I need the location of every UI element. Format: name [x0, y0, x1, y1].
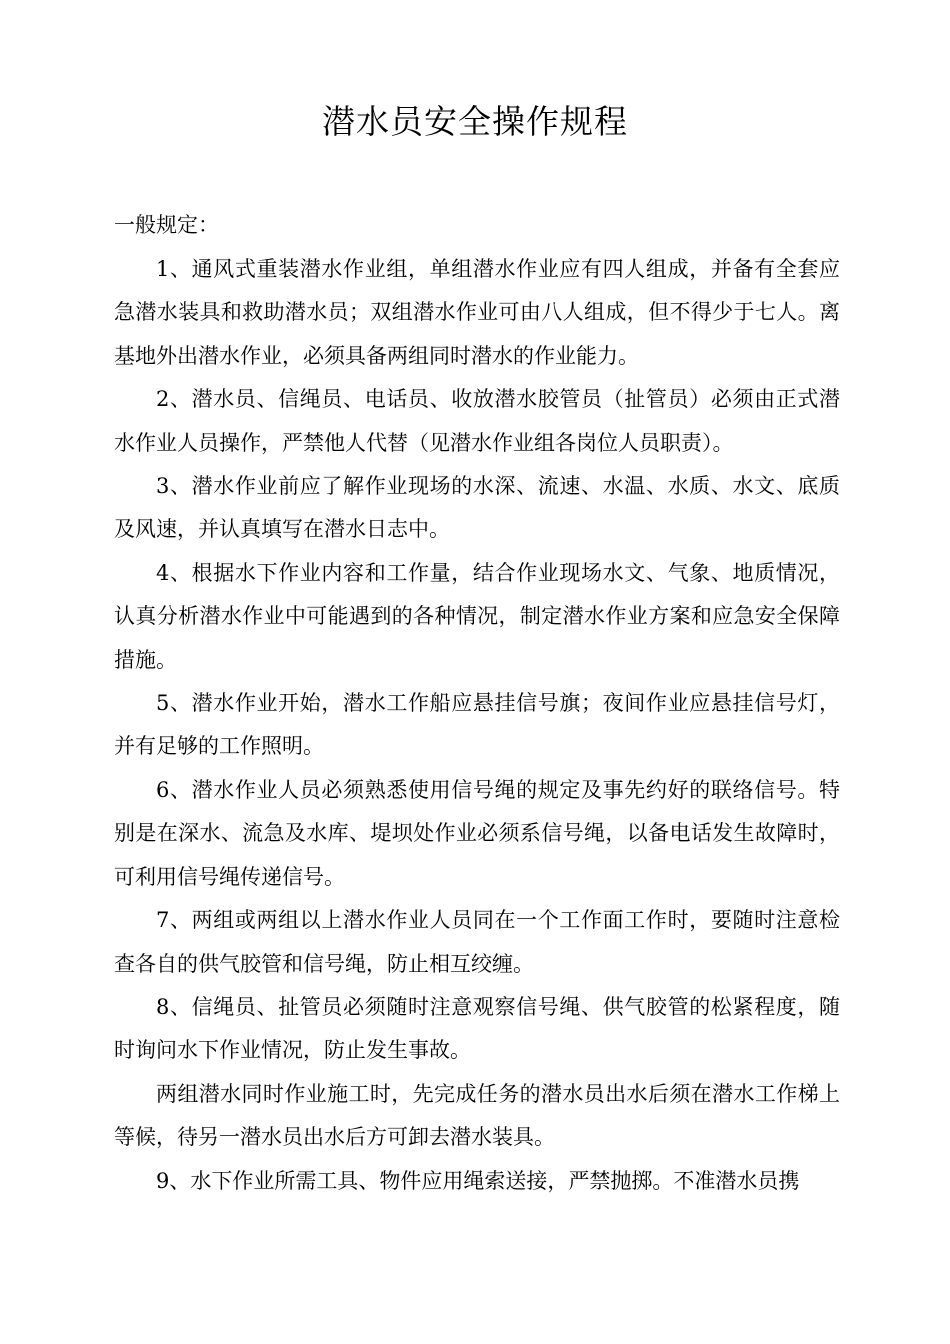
paragraph-5: 5、潜水作业开始，潜水工作船应悬挂信号旗；夜间作业应悬挂信号灯，并有足够的工作照明。: [114, 691, 840, 759]
paragraph-7: 7、两组或两组以上潜水作业人员同在一个工作面工作时，要随时注意检查各自的供气胶管和信号绳，防止相互绞缠。: [114, 908, 840, 976]
paragraph-4: 4、根据水下作业内容和工作量，结合作业现场水文、气象、地质情况，认真分析潜水作业中可能遇到的各种情况，制定潜水作业方案和应急安全保障措施。: [114, 560, 840, 672]
paragraph-9: 9、水下作业所需工具、物件应用绳索送接，严禁抛掷。不准潜水员携: [156, 1168, 800, 1193]
paragraph-3: 3、潜水作业前应了解作业现场的水深、流速、水温、水质、水文、底质及风速，并认真填写在潜水日志中。: [114, 474, 840, 542]
paragraph-6: 6、潜水作业人员必须熟悉使用信号绳的规定及事先约好的联络信号。特别是在深水、流急及水库、堤坝处作业必须系信号绳，以备电话发生故障时，可利用信号绳传递信号。: [114, 777, 840, 889]
section-heading: 一般规定：: [114, 213, 219, 237]
paragraph-1: 1、通风式重装潜水作业组，单组潜水作业应有四人组成，并备有全套应急潜水装具和救助潜水员；双组潜水作业可由八人组成，但不得少于七人。离基地外出潜水作业，必须具备两组同时潜水的作业能力。: [114, 257, 840, 368]
document-title: 潜水员安全操作规程: [322, 102, 628, 141]
paragraph-8: 8、信绳员、扯管员必须随时注意观察信号绳、供气胶管的松紧程度，随时询问水下作业情况，防止发生事故。: [114, 994, 840, 1063]
body-text: [114, 248, 840, 1203]
paragraph-2: 2、潜水员、信绳员、电话员、收放潜水胶管员（扯管员）必须由正式潜水作业人员操作，严禁他人代替（见潜水作业组各岗位人员职责）。: [114, 387, 840, 455]
paragraph-8-note: 两组潜水同时作业施工时，先完成任务的潜水员出水后须在潜水工作梯上等候，待另一潜水员出水后方可卸去潜水装具。: [114, 1081, 840, 1150]
